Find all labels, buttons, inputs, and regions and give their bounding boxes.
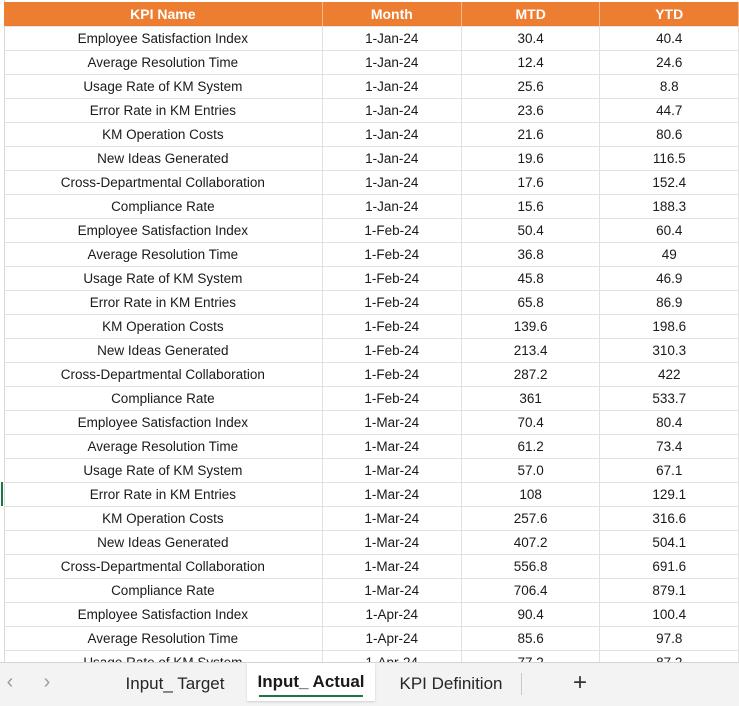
mtd-cell[interactable]: 19.6 [461, 147, 600, 171]
table-row [4, 579, 739, 603]
month-cell[interactable]: 1-Mar-24 [322, 459, 461, 483]
ytd-cell[interactable]: 129.1 [600, 483, 739, 507]
ytd-cell[interactable]: 100.4 [600, 603, 739, 627]
month-cell[interactable]: 1-Feb-24 [322, 219, 461, 243]
ytd-cell[interactable]: 49 [600, 243, 739, 267]
table-row [4, 291, 739, 315]
mtd-cell[interactable]: 257.6 [461, 507, 600, 531]
ytd-cell[interactable]: 80.6 [600, 123, 739, 147]
ytd-cell[interactable]: 8.8 [600, 75, 739, 99]
table-row [4, 99, 739, 123]
table-row [4, 195, 739, 219]
table-row [4, 51, 739, 75]
table-row [4, 483, 739, 507]
table-row [4, 627, 739, 651]
table-row [4, 339, 739, 363]
month-cell[interactable]: 1-Jan-24 [322, 123, 461, 147]
table-row [4, 603, 739, 627]
header-month[interactable]: Month [322, 2, 461, 27]
kpi-name-cell[interactable]: Cross-Departmental Collaboration [4, 363, 322, 387]
table-row [4, 387, 739, 411]
sheet-tab-bar [0, 662, 739, 706]
mtd-cell[interactable]: 361 [461, 387, 600, 411]
tab-divider [521, 673, 522, 695]
table-row [4, 123, 739, 147]
kpi-name-cell[interactable]: Cross-Departmental Collaboration [4, 555, 322, 579]
month-cell[interactable]: 1-Jan-24 [322, 147, 461, 171]
mtd-cell[interactable]: 556.8 [461, 555, 600, 579]
mtd-cell[interactable]: 15.6 [461, 195, 600, 219]
add-sheet-button[interactable]: + [572, 669, 587, 696]
kpi-name-cell[interactable]: Employee Satisfaction Index [4, 603, 322, 627]
ytd-cell[interactable]: 60.4 [600, 219, 739, 243]
month-cell[interactable]: 1-Feb-24 [322, 267, 461, 291]
month-cell[interactable]: 1-Mar-24 [322, 555, 461, 579]
mtd-cell[interactable]: 36.8 [461, 243, 600, 267]
month-cell[interactable]: 1-Jan-24 [322, 171, 461, 195]
mtd-cell[interactable]: 50.4 [461, 219, 600, 243]
mtd-cell[interactable]: 706.4 [461, 579, 600, 603]
table-row [4, 219, 739, 243]
kpi-name-cell[interactable]: Usage Rate of KM System [4, 75, 322, 99]
mtd-cell[interactable]: 65.8 [461, 291, 600, 315]
month-cell[interactable]: 1-Jan-24 [322, 195, 461, 219]
ytd-cell[interactable]: 73.4 [600, 435, 739, 459]
table-row [4, 531, 739, 555]
month-cell[interactable]: 1-Mar-24 [322, 507, 461, 531]
table-row [4, 435, 739, 459]
tab-input-actual[interactable] [247, 663, 375, 701]
kpi-name-cell[interactable]: Error Rate in KM Entries [4, 483, 322, 507]
month-cell[interactable]: 1-Apr-24 [322, 603, 461, 627]
ytd-cell[interactable]: 40.4 [600, 27, 739, 51]
mtd-cell[interactable]: 61.2 [461, 435, 600, 459]
kpi-name-cell[interactable]: Average Resolution Time [4, 51, 322, 75]
table-row [4, 363, 739, 387]
chevron-right-icon[interactable]: › [43, 671, 51, 693]
ytd-cell[interactable]: 879.1 [600, 579, 739, 603]
ytd-cell[interactable]: 80.4 [600, 411, 739, 435]
ytd-cell[interactable]: 198.6 [600, 315, 739, 339]
kpi-name-cell[interactable]: Compliance Rate [4, 579, 322, 603]
mtd-cell[interactable]: 30.4 [461, 27, 600, 51]
table-row [4, 243, 739, 267]
selected-row-indicator [1, 482, 3, 506]
tab-input-actual-label: Input_ Actual [257, 672, 365, 691]
mtd-cell[interactable]: 45.8 [461, 267, 600, 291]
table-row [4, 555, 739, 579]
month-cell[interactable]: 1-Jan-24 [322, 27, 461, 51]
tab-input-target[interactable]: Input_ Target [125, 674, 225, 693]
kpi-name-cell[interactable]: KM Operation Costs [4, 123, 322, 147]
tab-kpi-definition[interactable]: KPI Definition [399, 674, 503, 693]
ytd-cell[interactable]: 310.3 [600, 339, 739, 363]
mtd-cell[interactable]: 17.6 [461, 171, 600, 195]
mtd-cell[interactable]: 23.6 [461, 99, 600, 123]
ytd-cell[interactable]: 44.7 [600, 99, 739, 123]
month-cell[interactable]: 1-Feb-24 [322, 363, 461, 387]
table-row [4, 147, 739, 171]
month-cell[interactable]: 1-Mar-24 [322, 531, 461, 555]
ytd-cell[interactable]: 46.9 [600, 267, 739, 291]
month-cell[interactable]: 1-Jan-24 [322, 75, 461, 99]
kpi-name-cell[interactable]: Employee Satisfaction Index [4, 219, 322, 243]
header-mtd[interactable]: MTD [461, 2, 600, 27]
mtd-cell[interactable]: 21.6 [461, 123, 600, 147]
kpi-name-cell[interactable]: New Ideas Generated [4, 147, 322, 171]
kpi-name-cell[interactable]: Cross-Departmental Collaboration [4, 171, 322, 195]
mtd-cell[interactable]: 407.2 [461, 531, 600, 555]
mtd-cell[interactable]: 287.2 [461, 363, 600, 387]
kpi-name-cell[interactable]: Employee Satisfaction Index [4, 27, 322, 51]
month-cell[interactable]: 1-Jan-24 [322, 51, 461, 75]
kpi-name-cell[interactable]: KM Operation Costs [4, 315, 322, 339]
ytd-cell[interactable]: 533.7 [600, 387, 739, 411]
month-cell[interactable]: 1-Feb-24 [322, 315, 461, 339]
ytd-cell[interactable]: 691.6 [600, 555, 739, 579]
table-row [4, 507, 739, 531]
kpi-name-cell[interactable]: New Ideas Generated [4, 531, 322, 555]
kpi-name-cell[interactable]: New Ideas Generated [4, 339, 322, 363]
table-row [4, 411, 739, 435]
mtd-cell[interactable]: 213.4 [461, 339, 600, 363]
month-cell[interactable]: 1-Feb-24 [322, 387, 461, 411]
ytd-cell[interactable]: 152.4 [600, 171, 739, 195]
kpi-name-cell[interactable]: Employee Satisfaction Index [4, 411, 322, 435]
kpi-data-table [4, 2, 739, 675]
month-cell[interactable]: 1-Mar-24 [322, 483, 461, 507]
kpi-name-cell[interactable]: Average Resolution Time [4, 243, 322, 267]
table-row [4, 267, 739, 291]
mtd-cell[interactable]: 139.6 [461, 315, 600, 339]
month-cell[interactable]: 1-Feb-24 [322, 339, 461, 363]
mtd-cell[interactable]: 25.6 [461, 75, 600, 99]
header-row [4, 2, 739, 27]
mtd-cell[interactable]: 57.0 [461, 459, 600, 483]
kpi-name-cell[interactable]: Error Rate in KM Entries [4, 99, 322, 123]
ytd-cell[interactable]: 97.8 [600, 627, 739, 651]
table-row [4, 171, 739, 195]
mtd-cell[interactable]: 12.4 [461, 51, 600, 75]
kpi-name-cell[interactable]: Compliance Rate [4, 387, 322, 411]
table-row [4, 75, 739, 99]
month-cell[interactable]: 1-Feb-24 [322, 291, 461, 315]
ytd-cell[interactable]: 188.3 [600, 195, 739, 219]
month-cell[interactable]: 1-Feb-24 [322, 243, 461, 267]
kpi-name-cell[interactable]: Average Resolution Time [4, 435, 322, 459]
kpi-name-cell[interactable]: Usage Rate of KM System [4, 459, 322, 483]
active-tab-underline [259, 695, 363, 697]
mtd-cell[interactable]: 108 [461, 483, 600, 507]
ytd-cell[interactable]: 422 [600, 363, 739, 387]
month-cell[interactable]: 1-Apr-24 [322, 627, 461, 651]
kpi-name-cell[interactable]: Compliance Rate [4, 195, 322, 219]
table-row [4, 459, 739, 483]
ytd-cell[interactable]: 116.5 [600, 147, 739, 171]
kpi-name-cell[interactable]: KM Operation Costs [4, 507, 322, 531]
ytd-cell[interactable]: 67.1 [600, 459, 739, 483]
month-cell[interactable]: 1-Jan-24 [322, 99, 461, 123]
month-cell[interactable]: 1-Mar-24 [322, 411, 461, 435]
kpi-name-cell[interactable]: Usage Rate of KM System [4, 267, 322, 291]
table-row [4, 315, 739, 339]
ytd-cell[interactable]: 24.6 [600, 51, 739, 75]
header-ytd[interactable]: YTD [600, 2, 739, 27]
month-cell[interactable]: 1-Mar-24 [322, 579, 461, 603]
mtd-cell[interactable]: 90.4 [461, 603, 600, 627]
mtd-cell[interactable]: 85.6 [461, 627, 600, 651]
ytd-cell[interactable]: 504.1 [600, 531, 739, 555]
header-kpi-name[interactable]: KPI Name [4, 2, 322, 27]
kpi-name-cell[interactable]: Average Resolution Time [4, 627, 322, 651]
ytd-cell[interactable]: 316.6 [600, 507, 739, 531]
chevron-left-icon[interactable]: ‹ [6, 671, 14, 693]
month-cell[interactable]: 1-Mar-24 [322, 435, 461, 459]
ytd-cell[interactable]: 86.9 [600, 291, 739, 315]
kpi-name-cell[interactable]: Error Rate in KM Entries [4, 291, 322, 315]
table-row [4, 27, 739, 51]
mtd-cell[interactable]: 70.4 [461, 411, 600, 435]
